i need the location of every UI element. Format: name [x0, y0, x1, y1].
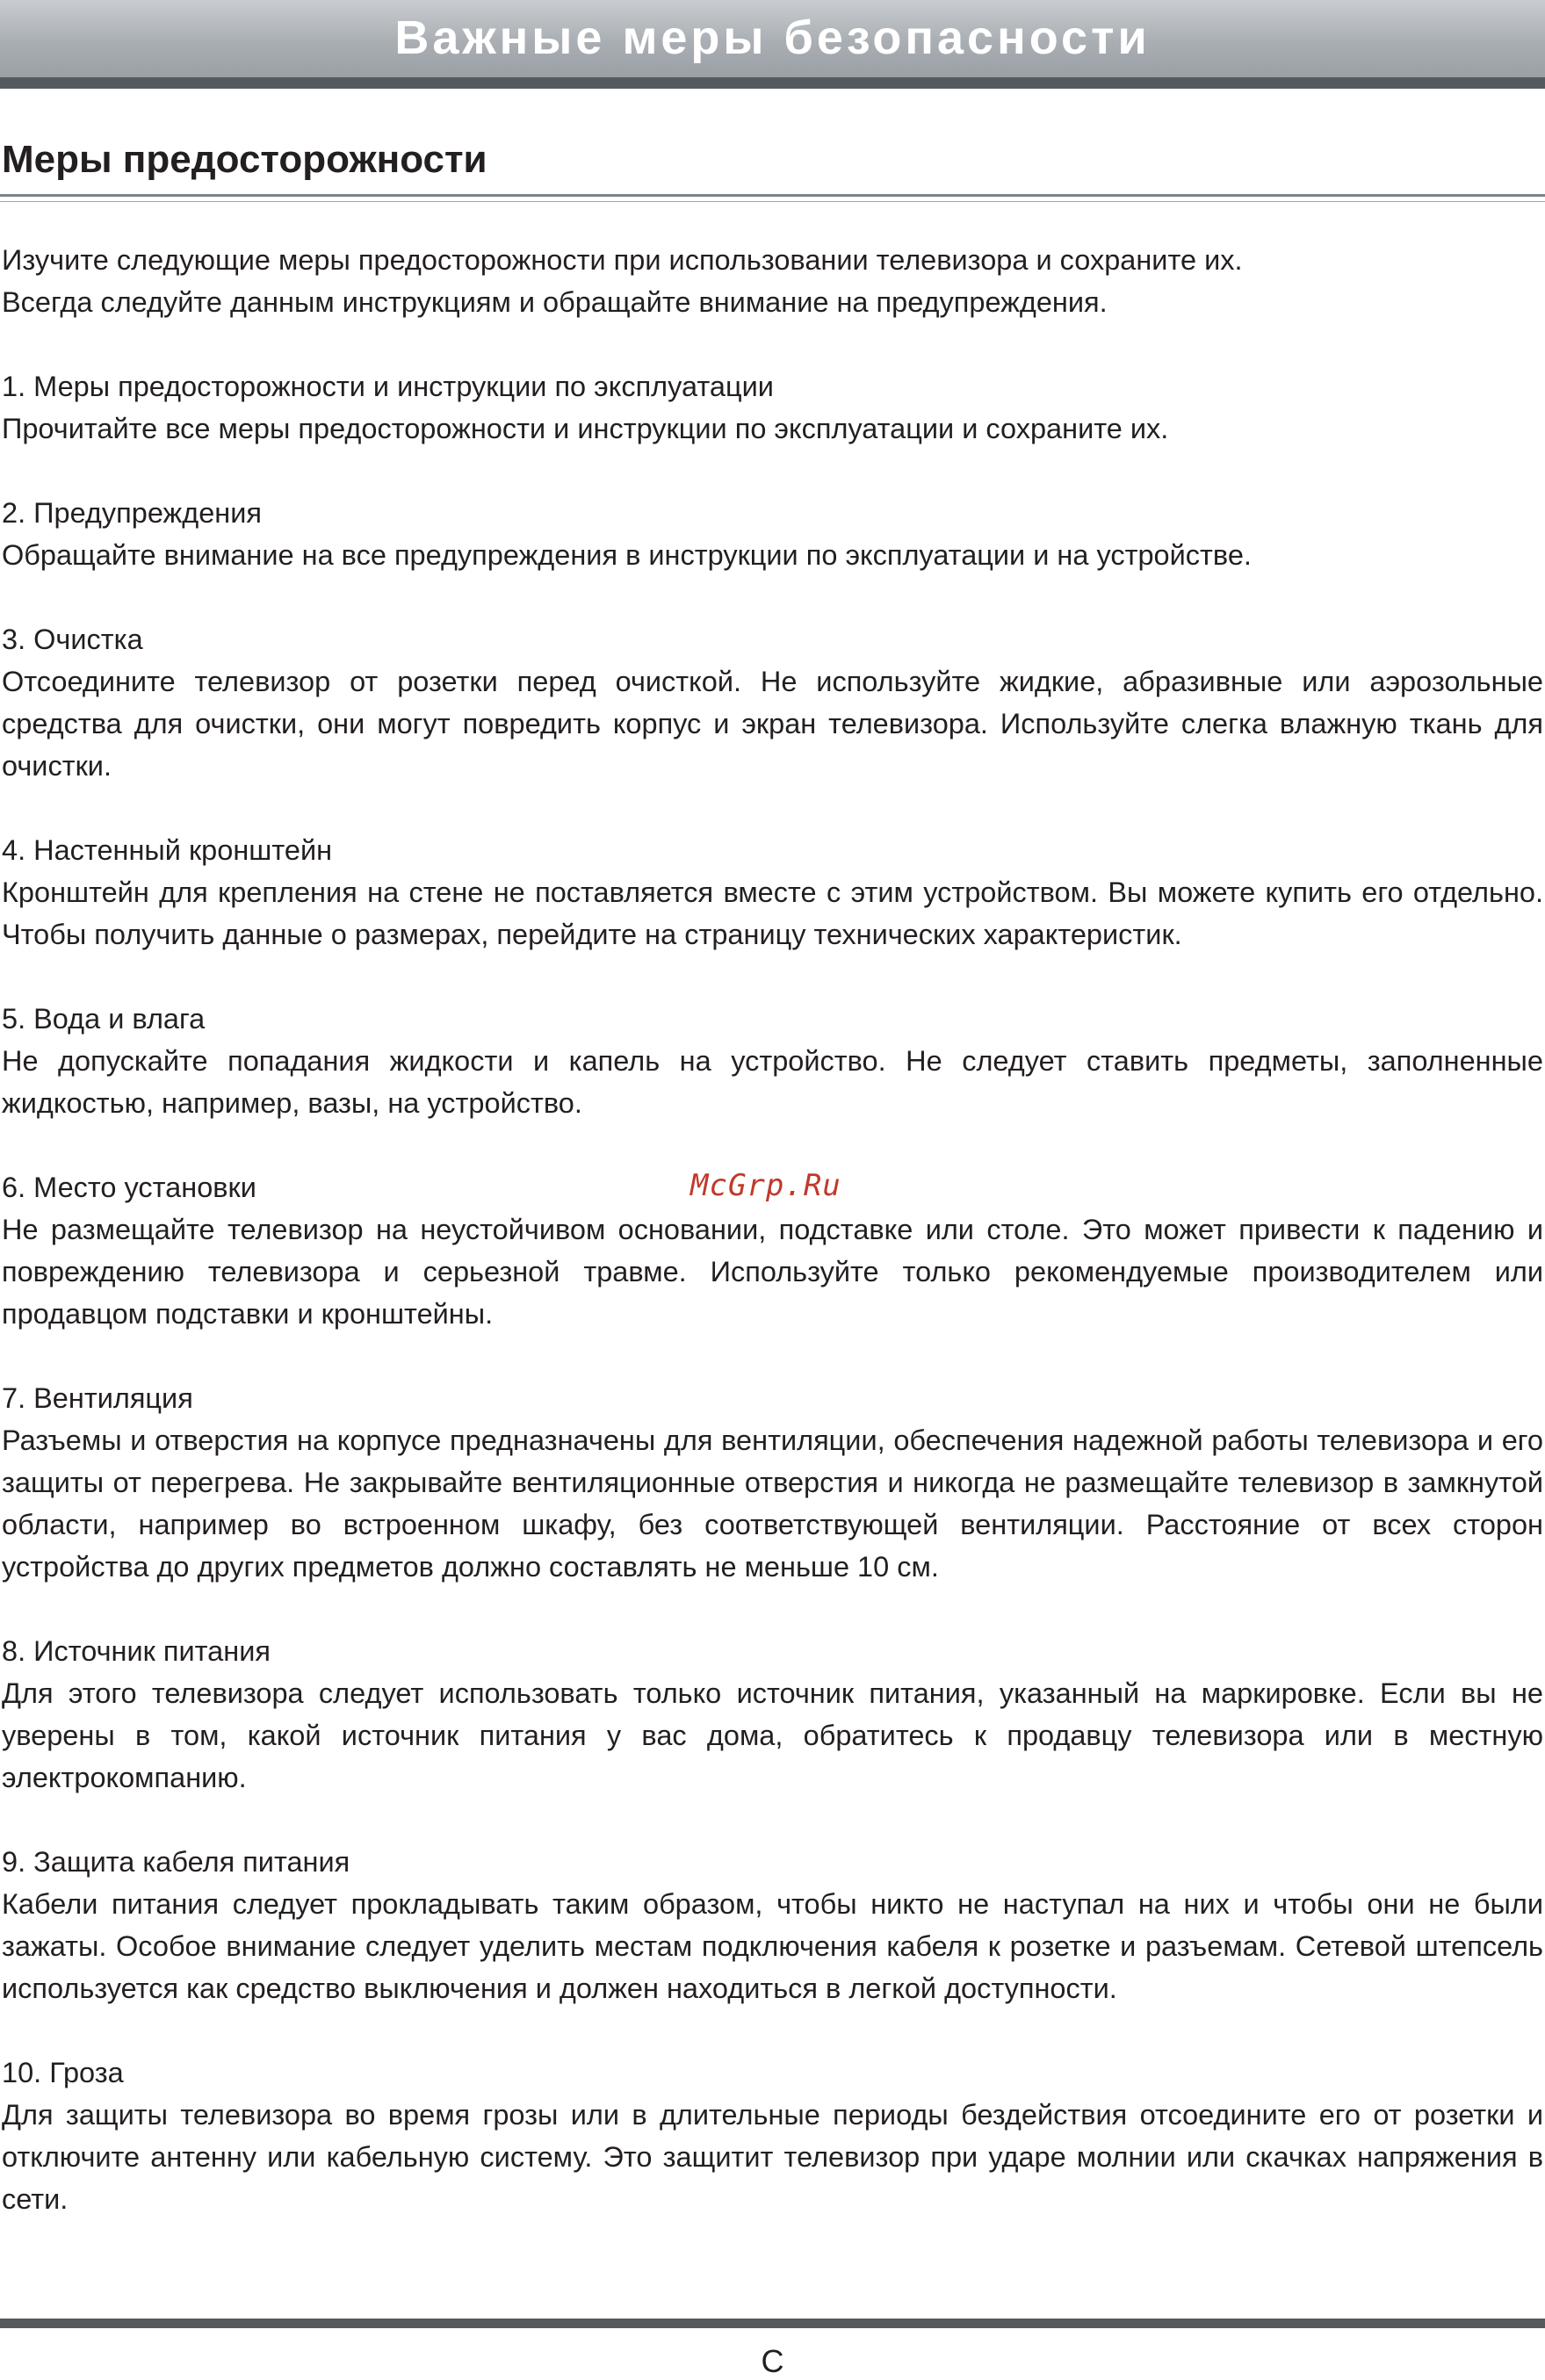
precaution-item-1 [2, 365, 1543, 450]
item-body: Не допускайте попадания жидкости и капель на устройство. Не следует ставить предметы, заполненные жидкостью, например, вазы, на устройство. [2, 1045, 1543, 1119]
precaution-item-5 [2, 998, 1543, 1124]
main-content [2, 239, 1543, 2262]
item-title: 2. Предупреждения [2, 497, 263, 529]
precaution-item-10 [2, 2052, 1543, 2220]
top-banner [0, 0, 1545, 77]
precaution-item-8 [2, 1630, 1543, 1799]
intro-line: Всегда следуйте данным инструкциям и обращайте внимание на предупреждения. [2, 286, 1108, 318]
heading-divider-thin [0, 201, 1545, 202]
watermark: McGrp.Ru [690, 1168, 841, 1203]
section-heading: Меры предосторожности [2, 138, 487, 181]
item-body: Кронштейн для крепления на стене не поставляется вместе с этим устройством. Вы можете купить его отдельно. Чтобы получить данные о размерах, перейдите на страницу технических характеристик. [2, 876, 1543, 950]
item-body: Кабели питания следует прокладывать таким образом, чтобы никто не наступал на них и чтобы они не были зажаты. Особое внимание следует уделить местам подключения кабеля к розетке и разъемам. Сетевой штепсель используется как средство выключения и должен находиться в легкой доступности. [2, 1888, 1543, 2004]
item-title: 5. Вода и влага [2, 1003, 206, 1035]
page-number: C [761, 2343, 784, 2379]
heading-divider-thick [0, 194, 1545, 197]
item-body: Разъемы и отверстия на корпусе предназначены для вентиляции, обеспечения надежной работы телевизора и его защиты от перегрева. Не закрывайте вентиляционные отверстия и никогда не размещайте телевизор в замкнутой области, например во встроенном шкафу, без соответствующей вентиляции. Расстояние от всех сторон устройства до других предметов должно составлять не меньше 10 см. [2, 1424, 1543, 1583]
precaution-item-2 [2, 492, 1543, 576]
item-title: 1. Меры предосторожности и инструкции по эксплуатации [2, 371, 774, 402]
item-title: 9. Защита кабеля питания [2, 1846, 350, 1878]
item-title: 10. Гроза [2, 2057, 124, 2088]
precaution-item-4 [2, 829, 1543, 956]
item-title: 8. Источник питания [2, 1635, 271, 1667]
item-body: Обращайте внимание на все предупреждения в инструкции по эксплуатации и на устройстве. [2, 539, 1252, 571]
item-title: 7. Вентиляция [2, 1382, 193, 1414]
intro-line: Изучите следующие меры предосторожности при использовании телевизора и сохраните их. [2, 244, 1243, 276]
item-body: Отсоедините телевизор от розетки перед очисткой. Не используйте жидкие, абразивные или аэрозольные средства для очистки, они могут повредить корпус и экран телевизора. Используйте слегка влажную ткань для очистки. [2, 666, 1543, 782]
page-title: Важные меры безопасности [394, 11, 1151, 64]
item-title: 6. Место установки [2, 1172, 256, 1203]
item-title: 4. Настенный кронштейн [2, 834, 333, 866]
item-body: Прочитайте все меры предосторожности и инструкции по эксплуатации и сохраните их. [2, 413, 1169, 444]
precaution-item-9 [2, 1841, 1543, 2009]
bottom-divider [0, 2319, 1545, 2328]
item-body: Для защиты телевизора во время грозы или в длительные периоды бездействия отсоедините его от розетки и отключите антенну или кабельную систему. Это защитит телевизор при ударе молнии или скачках напряжения в сети. [2, 2099, 1543, 2215]
top-divider [0, 77, 1545, 89]
intro-paragraph [2, 239, 1543, 323]
item-body: Не размещайте телевизор на неустойчивом основании, подставке или столе. Это может привести к падению и повреждению телевизора и серьезной травме. Используйте только рекомендуемые производителем или продавцом подставки и кронштейны. [2, 1214, 1543, 1330]
precaution-item-3 [2, 618, 1543, 787]
item-body: Для этого телевизора следует использовать только источник питания, указанный на маркировке. Если вы не уверены в том, какой источник питания у вас дома, обратитесь к продавцу телевизора или в местную электрокомпанию. [2, 1677, 1543, 1793]
item-title: 3. Очистка [2, 624, 143, 655]
precaution-item-7 [2, 1377, 1543, 1588]
